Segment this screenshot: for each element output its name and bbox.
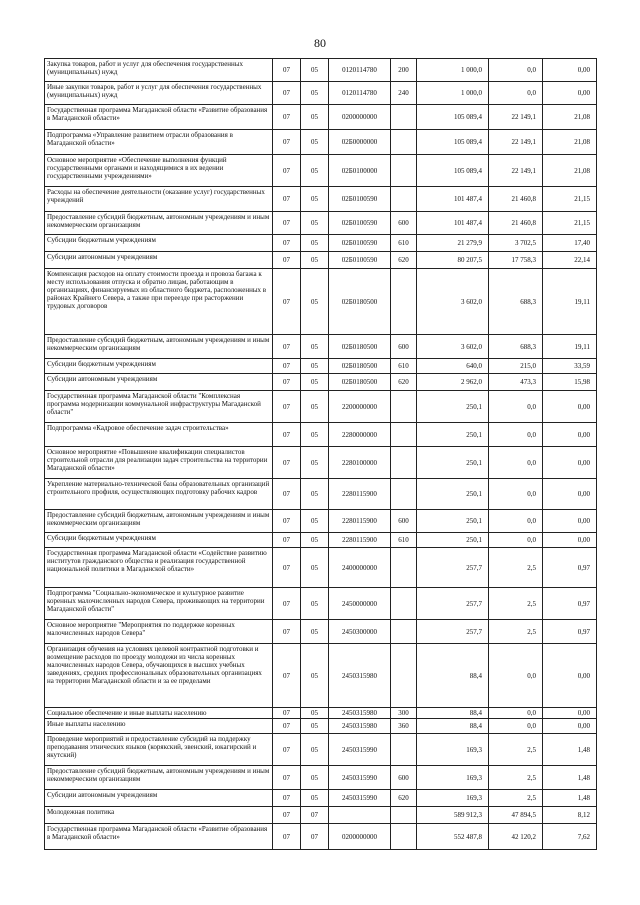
expense-type-code	[391, 269, 417, 335]
section-code: 07	[273, 790, 301, 807]
section-code: 07	[273, 734, 301, 766]
planned-amount: 101 487,4	[417, 187, 489, 212]
subsection-code: 05	[301, 235, 329, 252]
row-name: Закупка товаров, работ и услуг для обеспечения государственных (муниципальных) нужд	[45, 59, 273, 82]
execution-percent: 7,62	[543, 824, 597, 850]
executed-amount: 0,0	[489, 479, 543, 510]
target-article-code: 2450315990	[329, 766, 391, 790]
table-row	[45, 447, 597, 479]
table-row	[45, 479, 597, 510]
table-row	[45, 807, 597, 824]
executed-amount: 0,0	[489, 533, 543, 548]
target-article-code: 2200000000	[329, 391, 391, 423]
table-row	[45, 734, 597, 766]
executed-amount: 17 758,3	[489, 252, 543, 269]
target-article-code: 02Б0100000	[329, 155, 391, 187]
target-article-code: 2280000000	[329, 423, 391, 447]
section-code: 07	[273, 588, 301, 620]
section-code: 07	[273, 533, 301, 548]
target-article-code: 02Б0100590	[329, 212, 391, 235]
execution-percent: 0,97	[543, 588, 597, 620]
table-row	[45, 510, 597, 533]
expense-type-code	[391, 391, 417, 423]
expense-type-code: 600	[391, 212, 417, 235]
planned-amount: 3 602,0	[417, 335, 489, 359]
expense-type-code: 360	[391, 719, 417, 734]
table-row	[45, 824, 597, 850]
subsection-code: 05	[301, 479, 329, 510]
budget-table	[44, 58, 597, 850]
table-row	[45, 766, 597, 790]
subsection-code: 05	[301, 59, 329, 82]
subsection-code: 05	[301, 82, 329, 105]
table-row	[45, 620, 597, 644]
subsection-code: 05	[301, 130, 329, 155]
executed-amount: 2,5	[489, 734, 543, 766]
subsection-code: 05	[301, 766, 329, 790]
row-name: Основное мероприятие «Обеспечение выполнения функций государственными органами и находящимися в их ведении государственными учреждениями»	[45, 155, 273, 187]
expense-type-code: 300	[391, 708, 417, 719]
planned-amount: 250,1	[417, 510, 489, 533]
target-article-code: 2450315990	[329, 734, 391, 766]
row-name: Предоставление субсидий бюджетным, автономным учреждениям и иным некоммерческим организациям	[45, 212, 273, 235]
execution-percent: 8,12	[543, 807, 597, 824]
expense-type-code	[391, 447, 417, 479]
expense-type-code: 620	[391, 252, 417, 269]
section-code: 07	[273, 708, 301, 719]
subsection-code: 05	[301, 790, 329, 807]
execution-percent: 33,59	[543, 359, 597, 374]
section-code: 07	[273, 59, 301, 82]
target-article-code: 02Б0180500	[329, 374, 391, 391]
expense-type-code: 240	[391, 82, 417, 105]
expense-type-code: 600	[391, 766, 417, 790]
execution-percent: 22,14	[543, 252, 597, 269]
row-name: Субсидии автономным учреждениям	[45, 374, 273, 391]
section-code: 07	[273, 423, 301, 447]
target-article-code: 2280115900	[329, 510, 391, 533]
table-row	[45, 105, 597, 130]
executed-amount: 2,5	[489, 548, 543, 588]
expense-type-code: 600	[391, 335, 417, 359]
row-name: Предоставление субсидий бюджетным, автономным учреждениям и иным некоммерческим организациям	[45, 510, 273, 533]
expense-type-code	[391, 644, 417, 708]
table-row	[45, 423, 597, 447]
subsection-code: 05	[301, 447, 329, 479]
expense-type-code: 610	[391, 533, 417, 548]
subsection-code: 05	[301, 708, 329, 719]
planned-amount: 3 602,0	[417, 269, 489, 335]
section-code: 07	[273, 766, 301, 790]
target-article-code	[329, 807, 391, 824]
table-row	[45, 269, 597, 335]
execution-percent: 1,48	[543, 790, 597, 807]
planned-amount: 257,7	[417, 548, 489, 588]
planned-amount: 101 487,4	[417, 212, 489, 235]
row-name: Субсидии автономным учреждениям	[45, 252, 273, 269]
planned-amount: 250,1	[417, 479, 489, 510]
table-row	[45, 391, 597, 423]
table-row	[45, 533, 597, 548]
section-code: 07	[273, 335, 301, 359]
subsection-code: 05	[301, 391, 329, 423]
planned-amount: 250,1	[417, 447, 489, 479]
expense-type-code: 610	[391, 235, 417, 252]
subsection-code: 05	[301, 588, 329, 620]
table-row	[45, 708, 597, 719]
row-name: Государственная программа Магаданской области "Комплексная программа модернизации коммунальной инфраструктуры Магаданской области"	[45, 391, 273, 423]
executed-amount: 21 460,8	[489, 212, 543, 235]
subsection-code: 05	[301, 533, 329, 548]
execution-percent: 0,00	[543, 447, 597, 479]
planned-amount: 80 207,5	[417, 252, 489, 269]
section-code: 07	[273, 548, 301, 588]
target-article-code: 02Б0100590	[329, 187, 391, 212]
target-article-code: 0200000000	[329, 824, 391, 850]
section-code: 07	[273, 105, 301, 130]
executed-amount: 3 702,5	[489, 235, 543, 252]
execution-percent: 19,11	[543, 269, 597, 335]
planned-amount: 88,4	[417, 708, 489, 719]
table-row	[45, 719, 597, 734]
execution-percent: 0,00	[543, 533, 597, 548]
row-name: Предоставление субсидий бюджетным, автономным учреждениям и иным некоммерческим организациям	[45, 766, 273, 790]
executed-amount: 22 149,1	[489, 105, 543, 130]
section-code: 07	[273, 235, 301, 252]
planned-amount: 105 089,4	[417, 105, 489, 130]
section-code: 07	[273, 479, 301, 510]
target-article-code: 2450315980	[329, 719, 391, 734]
row-name: Организация обучения на условиях целевой контрактной подготовки и возмещение расходов по проезду молодежи из числа коренных малочисленных народов Севера, обучающихся в высших учебных заведениях, средних профессиональных образовательных организациях на территории Магаданской области и за ее пределами	[45, 644, 273, 708]
planned-amount: 640,0	[417, 359, 489, 374]
planned-amount: 1 000,0	[417, 59, 489, 82]
row-name: Государственная программа Магаданской области «Развитие образования в Магаданской области»	[45, 105, 273, 130]
execution-percent: 21,15	[543, 212, 597, 235]
section-code: 07	[273, 155, 301, 187]
expense-type-code: 600	[391, 510, 417, 533]
execution-percent: 0,97	[543, 548, 597, 588]
target-article-code: 2400000000	[329, 548, 391, 588]
subsection-code: 05	[301, 510, 329, 533]
planned-amount: 2 962,0	[417, 374, 489, 391]
planned-amount: 21 279,9	[417, 235, 489, 252]
row-name: Субсидии автономным учреждениям	[45, 790, 273, 807]
executed-amount: 2,5	[489, 620, 543, 644]
table-row	[45, 130, 597, 155]
executed-amount: 0,0	[489, 59, 543, 82]
execution-percent: 15,98	[543, 374, 597, 391]
subsection-code: 05	[301, 734, 329, 766]
section-code: 07	[273, 620, 301, 644]
execution-percent: 19,11	[543, 335, 597, 359]
target-article-code: 02Б0100590	[329, 252, 391, 269]
table-row	[45, 548, 597, 588]
expense-type-code	[391, 548, 417, 588]
planned-amount: 250,1	[417, 391, 489, 423]
row-name: Субсидии бюджетным учреждениям	[45, 235, 273, 252]
executed-amount: 0,0	[489, 719, 543, 734]
executed-amount: 0,0	[489, 644, 543, 708]
executed-amount: 2,5	[489, 790, 543, 807]
table-row	[45, 374, 597, 391]
section-code: 07	[273, 187, 301, 212]
section-code: 07	[273, 359, 301, 374]
expense-type-code	[391, 824, 417, 850]
row-name: Предоставление субсидий бюджетным, автономным учреждениям и иным некоммерческим организациям	[45, 335, 273, 359]
section-code: 07	[273, 510, 301, 533]
row-name: Государственная программа Магаданской области «Развитие образования в Магаданской области»	[45, 824, 273, 850]
row-name: Социальное обеспечение и иные выплаты населению	[45, 708, 273, 719]
executed-amount: 42 120,2	[489, 824, 543, 850]
target-article-code: 0120114780	[329, 82, 391, 105]
target-article-code: 2450315990	[329, 790, 391, 807]
row-name: Компенсация расходов на оплату стоимости проезда и провоза багажа к месту использования отпуска и обратно лицам, работающим в организациях, финансируемых из областного бюджета, расположенных в районах Крайнего Севера, а также при переезде при расторжении трудовых договоров	[45, 269, 273, 335]
executed-amount: 0,0	[489, 82, 543, 105]
section-code: 07	[273, 807, 301, 824]
execution-percent: 1,48	[543, 734, 597, 766]
section-code: 07	[273, 212, 301, 235]
executed-amount: 0,0	[489, 423, 543, 447]
table-row	[45, 59, 597, 82]
execution-percent: 1,48	[543, 766, 597, 790]
execution-percent: 21,08	[543, 155, 597, 187]
planned-amount: 169,3	[417, 790, 489, 807]
row-name: Основное мероприятие «Повышение квалификации специалистов строительной отрасли для реализации задач строительства на территории Магаданской области»	[45, 447, 273, 479]
target-article-code: 2280115900	[329, 533, 391, 548]
expense-type-code	[391, 588, 417, 620]
section-code: 07	[273, 824, 301, 850]
row-name: Укрепление материально-технической базы образовательных организаций строительного профиля, осуществляющих подготовку рабочих кадров	[45, 479, 273, 510]
row-name: Субсидии бюджетным учреждениям	[45, 359, 273, 374]
table-row	[45, 187, 597, 212]
executed-amount: 688,3	[489, 335, 543, 359]
subsection-code: 07	[301, 807, 329, 824]
planned-amount: 169,3	[417, 766, 489, 790]
target-article-code: 2280100000	[329, 447, 391, 479]
row-name: Проведение мероприятий и предоставление субсидий на поддержку преподавания этнических языков (корякский, эвенский, юкагирский и якутский)	[45, 734, 273, 766]
expense-type-code	[391, 620, 417, 644]
subsection-code: 05	[301, 359, 329, 374]
expense-type-code	[391, 734, 417, 766]
execution-percent: 0,00	[543, 423, 597, 447]
subsection-code: 05	[301, 644, 329, 708]
subsection-code: 05	[301, 548, 329, 588]
section-code: 07	[273, 719, 301, 734]
subsection-code: 05	[301, 374, 329, 391]
subsection-code: 05	[301, 269, 329, 335]
execution-percent: 21,08	[543, 105, 597, 130]
execution-percent: 0,00	[543, 719, 597, 734]
table-row	[45, 252, 597, 269]
planned-amount: 589 912,3	[417, 807, 489, 824]
execution-percent: 0,00	[543, 391, 597, 423]
target-article-code: 0200000000	[329, 105, 391, 130]
table-row	[45, 790, 597, 807]
row-name: Государственная программа Магаданской области «Содействие развитию институтов гражданского общества и реализация государственной национальной политики в Магаданской области»	[45, 548, 273, 588]
executed-amount: 215,0	[489, 359, 543, 374]
section-code: 07	[273, 82, 301, 105]
subsection-code: 05	[301, 719, 329, 734]
table-row	[45, 155, 597, 187]
execution-percent: 0,00	[543, 59, 597, 82]
row-name: Расходы на обеспечение деятельности (оказание услуг) государственных учреждений	[45, 187, 273, 212]
planned-amount: 1 000,0	[417, 82, 489, 105]
target-article-code: 2450315980	[329, 708, 391, 719]
execution-percent: 21,08	[543, 130, 597, 155]
expense-type-code: 610	[391, 359, 417, 374]
target-article-code: 02Б0000000	[329, 130, 391, 155]
expense-type-code: 620	[391, 790, 417, 807]
target-article-code: 0120114780	[329, 59, 391, 82]
executed-amount: 22 149,1	[489, 130, 543, 155]
planned-amount: 169,3	[417, 734, 489, 766]
subsection-code: 05	[301, 105, 329, 130]
expense-type-code: 620	[391, 374, 417, 391]
table-row	[45, 644, 597, 708]
planned-amount: 88,4	[417, 719, 489, 734]
expense-type-code	[391, 423, 417, 447]
executed-amount: 0,0	[489, 708, 543, 719]
execution-percent: 0,00	[543, 479, 597, 510]
table-row	[45, 359, 597, 374]
section-code: 07	[273, 644, 301, 708]
execution-percent: 0,97	[543, 620, 597, 644]
planned-amount: 552 487,8	[417, 824, 489, 850]
subsection-code: 05	[301, 620, 329, 644]
target-article-code: 2280115900	[329, 479, 391, 510]
page-number: 80	[314, 36, 326, 50]
planned-amount: 88,4	[417, 644, 489, 708]
executed-amount: 0,0	[489, 391, 543, 423]
target-article-code: 2450000000	[329, 588, 391, 620]
table-row	[45, 82, 597, 105]
executed-amount: 47 894,5	[489, 807, 543, 824]
section-code: 07	[273, 130, 301, 155]
target-article-code: 2450300000	[329, 620, 391, 644]
expense-type-code	[391, 187, 417, 212]
section-code: 07	[273, 447, 301, 479]
subsection-code: 05	[301, 423, 329, 447]
execution-percent: 0,00	[543, 82, 597, 105]
planned-amount: 250,1	[417, 533, 489, 548]
executed-amount: 22 149,1	[489, 155, 543, 187]
planned-amount: 250,1	[417, 423, 489, 447]
executed-amount: 2,5	[489, 766, 543, 790]
table-row	[45, 588, 597, 620]
target-article-code: 02Б0180500	[329, 335, 391, 359]
row-name: Подпрограмма "Социально-экономическое и культурное развитие коренных малочисленных народов Севера, проживающих на территории Магаданской области"	[45, 588, 273, 620]
subsection-code: 05	[301, 155, 329, 187]
planned-amount: 105 089,4	[417, 130, 489, 155]
planned-amount: 257,7	[417, 588, 489, 620]
section-code: 07	[273, 391, 301, 423]
subsection-code: 05	[301, 187, 329, 212]
target-article-code: 02Б0180500	[329, 359, 391, 374]
row-name: Иные выплаты населению	[45, 719, 273, 734]
target-article-code: 02Б0100590	[329, 235, 391, 252]
subsection-code: 05	[301, 212, 329, 235]
executed-amount: 0,0	[489, 447, 543, 479]
expense-type-code	[391, 807, 417, 824]
target-article-code: 02Б0180500	[329, 269, 391, 335]
table-row	[45, 335, 597, 359]
row-name: Субсидии бюджетным учреждениям	[45, 533, 273, 548]
expense-type-code	[391, 155, 417, 187]
planned-amount: 257,7	[417, 620, 489, 644]
table-row	[45, 235, 597, 252]
execution-percent: 0,00	[543, 644, 597, 708]
expense-type-code: 200	[391, 59, 417, 82]
expense-type-code	[391, 479, 417, 510]
executed-amount: 473,3	[489, 374, 543, 391]
section-code: 07	[273, 252, 301, 269]
executed-amount: 21 460,8	[489, 187, 543, 212]
expense-type-code	[391, 130, 417, 155]
section-code: 07	[273, 269, 301, 335]
execution-percent: 0,00	[543, 510, 597, 533]
table-row	[45, 212, 597, 235]
subsection-code: 07	[301, 824, 329, 850]
executed-amount: 688,3	[489, 269, 543, 335]
executed-amount: 0,0	[489, 510, 543, 533]
planned-amount: 105 089,4	[417, 155, 489, 187]
row-name: Подпрограмма «Управление развитием отрасли образования в Магаданской области»	[45, 130, 273, 155]
subsection-code: 05	[301, 335, 329, 359]
subsection-code: 05	[301, 252, 329, 269]
execution-percent: 17,40	[543, 235, 597, 252]
expense-type-code	[391, 105, 417, 130]
row-name: Молодежная политика	[45, 807, 273, 824]
row-name: Основное мероприятие "Мероприятия по поддержке коренных малочисленных народов Севера"	[45, 620, 273, 644]
section-code: 07	[273, 374, 301, 391]
execution-percent: 0,00	[543, 708, 597, 719]
target-article-code: 2450315980	[329, 644, 391, 708]
row-name: Иные закупки товаров, работ и услуг для обеспечения государственных (муниципальных) нужд	[45, 82, 273, 105]
row-name: Подпрограмма «Кадровое обеспечение задач строительства»	[45, 423, 273, 447]
execution-percent: 21,15	[543, 187, 597, 212]
executed-amount: 2,5	[489, 588, 543, 620]
